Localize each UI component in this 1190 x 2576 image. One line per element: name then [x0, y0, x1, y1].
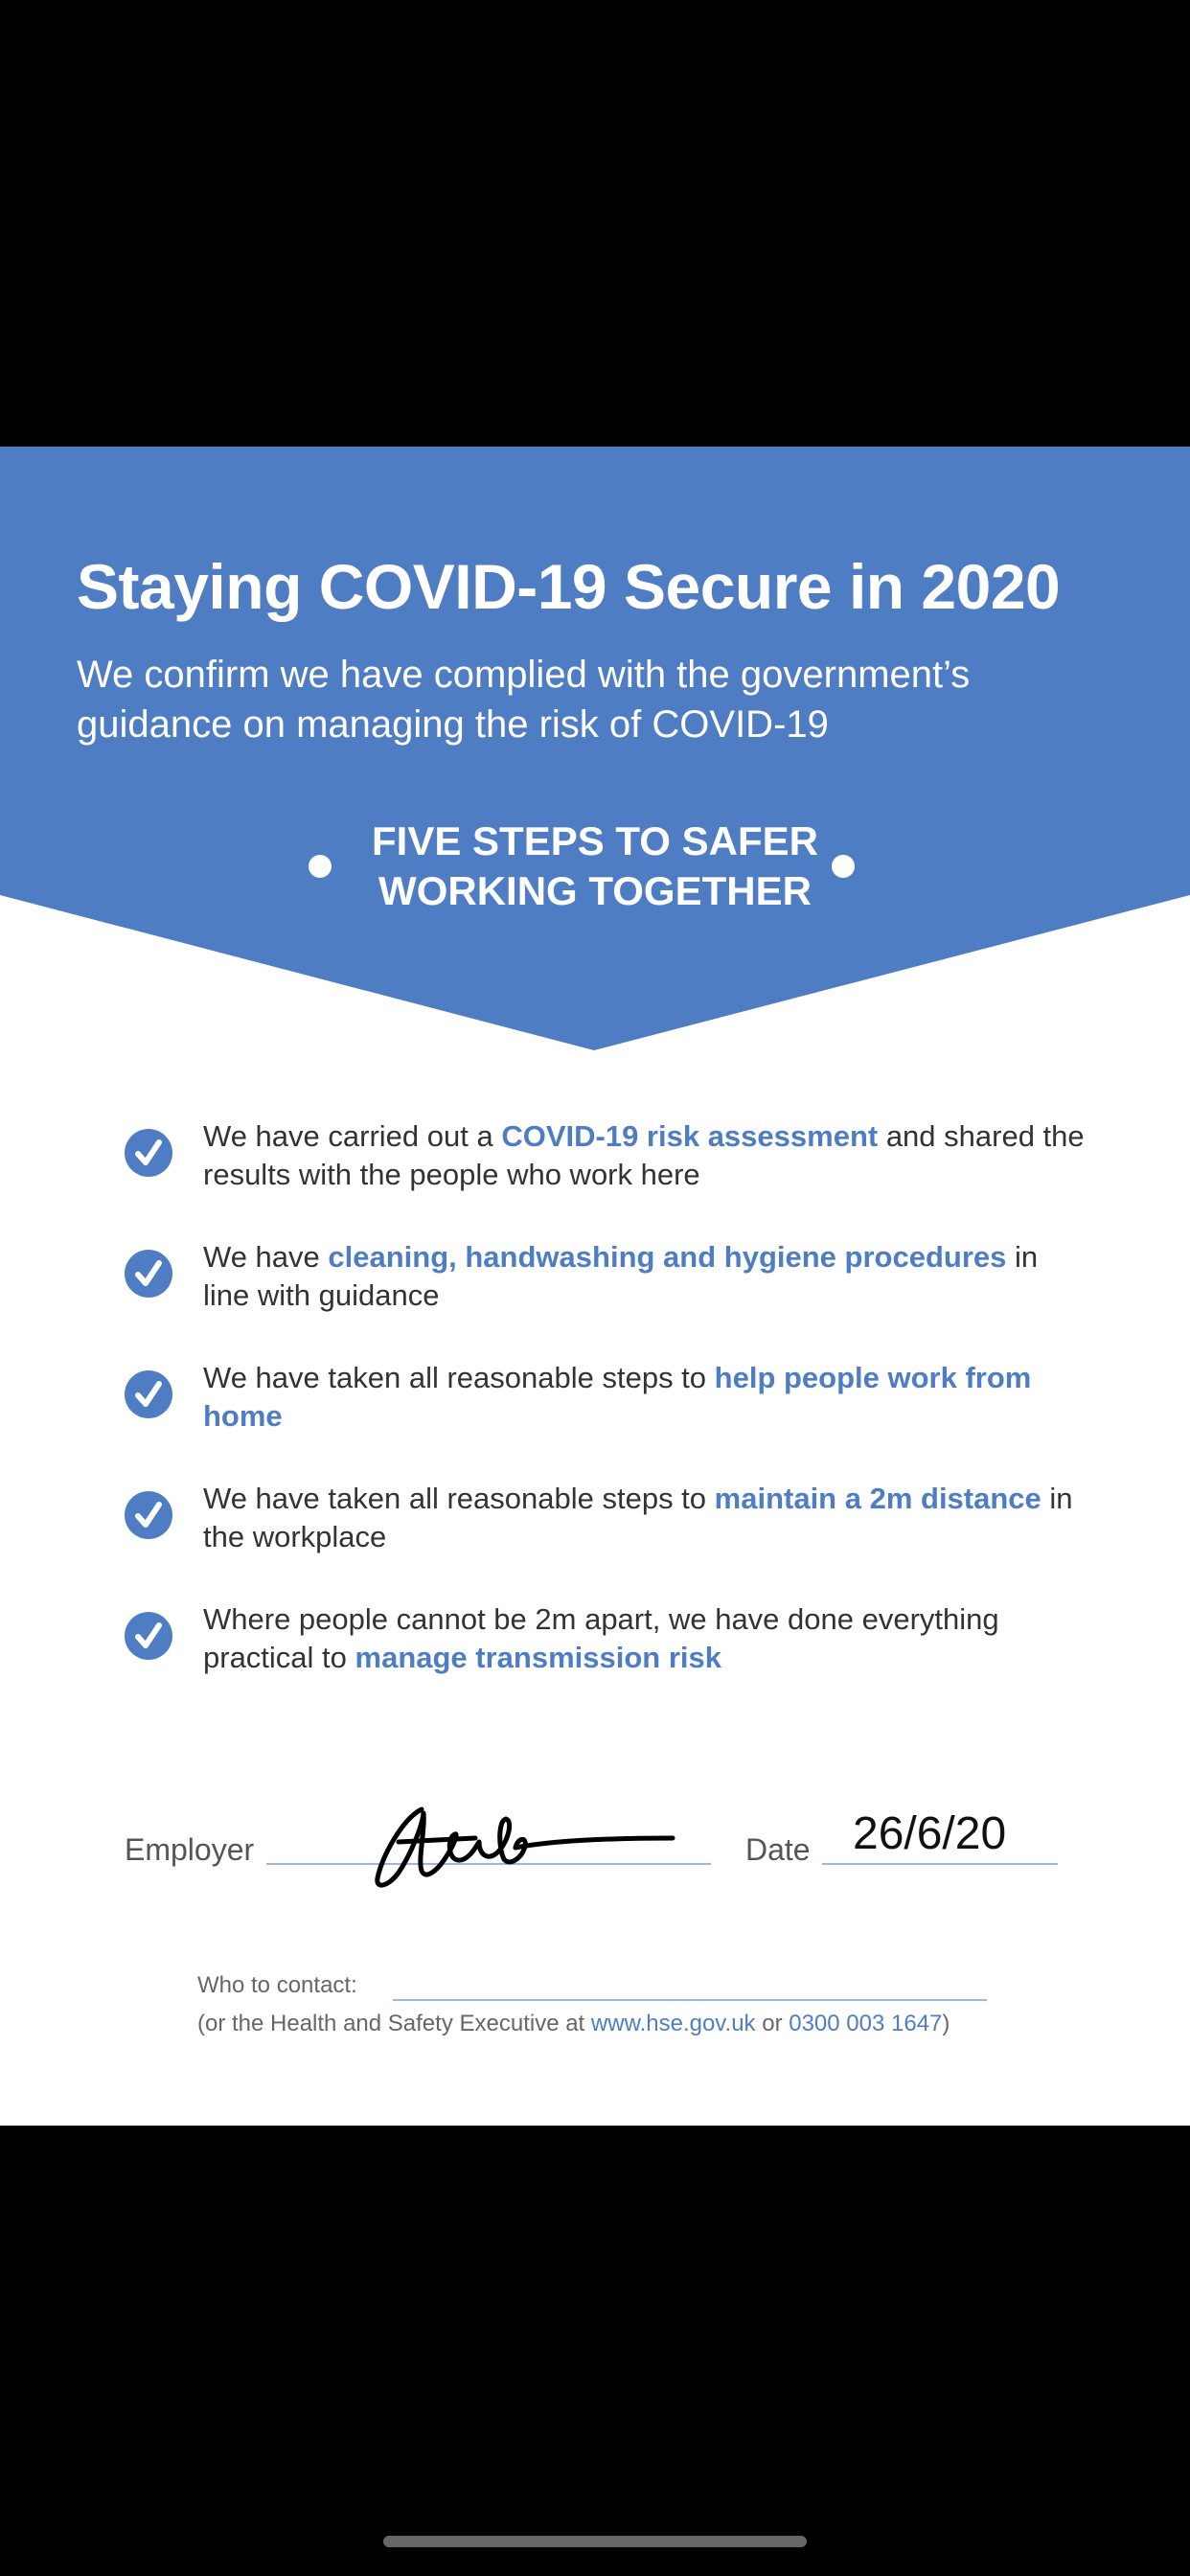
- checklist-item-text: We have taken all reasonable steps to maintain a 2m distance in the workplace: [203, 1482, 1073, 1553]
- signature-row: [0, 1807, 1190, 1884]
- checklist-item: [125, 1238, 1083, 1324]
- checklist-item: [125, 1480, 1083, 1566]
- date-label: Date: [745, 1832, 811, 1867]
- contact-line: [393, 1999, 987, 2001]
- checklist-item: [125, 1359, 1083, 1445]
- hse-website-link[interactable]: www.hse.gov.uk: [590, 2011, 756, 2036]
- poster-subtitle: We confirm we have complied with the government’s guidance on managing the risk of COVID-19: [77, 654, 971, 746]
- checkmark-icon: [125, 1129, 172, 1177]
- home-indicator[interactable]: [383, 2536, 807, 2547]
- hse-contact-info: (or the Health and Safety Executive at www.hse.gov.uk or 0300 003 1647): [197, 2011, 950, 2036]
- employer-signature: [364, 1800, 680, 1896]
- checklist-item: [125, 1600, 1083, 1687]
- steps-heading-line-1: FIVE STEPS TO SAFER: [372, 818, 818, 863]
- checklist-item: [125, 1117, 1083, 1204]
- checkmark-icon: [125, 1370, 172, 1418]
- poster-title: Staying COVID-19 Secure in 2020: [77, 551, 1061, 622]
- checkmark-icon: [125, 1250, 172, 1298]
- steps-heading-line-2: WORKING TOGETHER: [378, 868, 812, 913]
- checkmark-icon: [125, 1612, 172, 1660]
- contact-label: Who to contact:: [197, 1972, 357, 1998]
- checklist-item-text: We have carried out a COVID-19 risk assessment and shared the results with the people who work here: [203, 1119, 1085, 1191]
- checklist-item-text: We have taken all reasonable steps to help people work from home: [203, 1361, 1032, 1433]
- checkmark-icon: [125, 1491, 172, 1539]
- employer-label: Employer: [125, 1832, 255, 1867]
- contact-label-row: [197, 1972, 357, 1999]
- covid-secure-poster: [0, 447, 1190, 2126]
- steps-heading: [287, 816, 903, 916]
- checklist-item-text: Where people cannot be 2m apart, we have done everything practical to manage transmission risk: [203, 1602, 999, 1674]
- hse-phone-link[interactable]: 0300 003 1647: [789, 2011, 943, 2036]
- date-line: [822, 1863, 1058, 1865]
- date-value: 26/6/20: [853, 1808, 1007, 1859]
- checklist-item-text: We have cleaning, handwashing and hygiene procedures in line with guidance: [203, 1240, 1039, 1312]
